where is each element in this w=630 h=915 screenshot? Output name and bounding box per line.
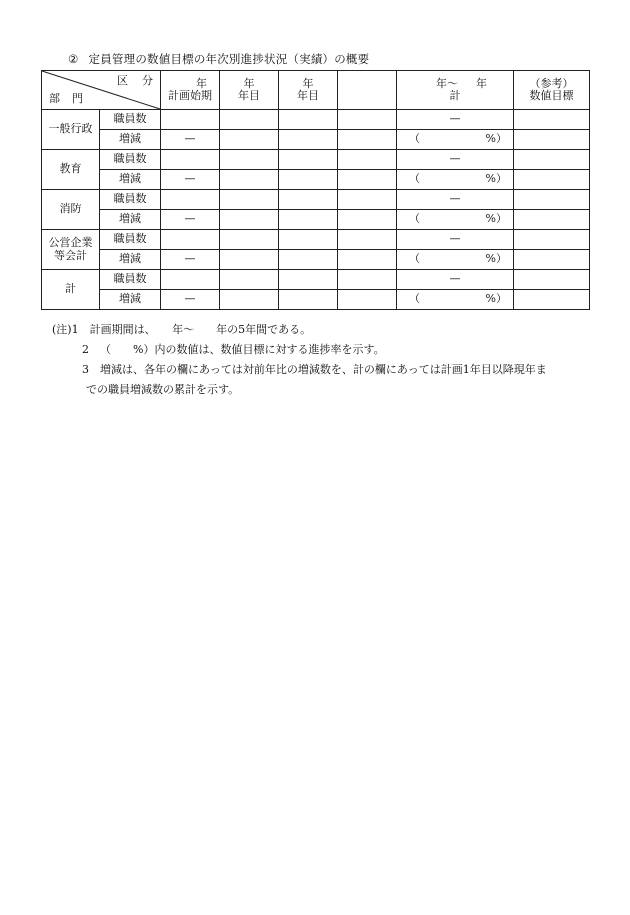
table-row bbox=[42, 150, 590, 170]
value-cell bbox=[338, 230, 397, 250]
title-text: 定員管理の数値目標の年次別進捗状況（実績）の概要 bbox=[88, 52, 370, 66]
note-3-index: 3 bbox=[82, 363, 89, 376]
note-1-index: 1 bbox=[71, 323, 79, 336]
value-cell bbox=[338, 170, 397, 190]
note-3-continuation-text: での職員増減数の累計を示す。 bbox=[86, 383, 240, 396]
plan-start-dash: — bbox=[161, 210, 220, 230]
pct-close: %） bbox=[485, 292, 507, 305]
header-year-2 bbox=[279, 71, 338, 110]
value-cell bbox=[161, 150, 220, 170]
header-reference-label: 数値目標 bbox=[529, 89, 574, 102]
reference-cell bbox=[514, 270, 590, 290]
pct-open-paren: （ bbox=[409, 132, 420, 145]
note-1 bbox=[52, 320, 547, 340]
corner-label-kubun: 区分 bbox=[117, 74, 167, 87]
value-cell bbox=[220, 230, 279, 250]
value-cell bbox=[220, 150, 279, 170]
staff-label: 職員数 bbox=[100, 190, 161, 210]
total-dash: — bbox=[397, 190, 514, 210]
dept-cell bbox=[42, 230, 100, 270]
reference-cell bbox=[514, 150, 590, 170]
notes-section bbox=[52, 320, 547, 400]
corner-label-bumon: 部門 bbox=[49, 91, 95, 105]
reference-cell bbox=[514, 190, 590, 210]
change-label: 増減 bbox=[100, 170, 161, 190]
value-cell bbox=[279, 130, 338, 150]
note-3-text: 増減は、各年の欄にあっては対前年比の増減数を、計の欄にあっては計画1年目以降現年ま bbox=[100, 363, 547, 376]
header-plan-start bbox=[161, 71, 220, 110]
progress-pct-cell bbox=[397, 250, 514, 270]
total-dash: — bbox=[397, 150, 514, 170]
reference-cell bbox=[514, 110, 590, 130]
note-2 bbox=[52, 340, 547, 360]
plan-start-dash: — bbox=[161, 290, 220, 310]
value-cell bbox=[220, 190, 279, 210]
value-cell bbox=[161, 230, 220, 250]
header-reference bbox=[514, 71, 590, 110]
plan-start-dash: — bbox=[161, 170, 220, 190]
value-cell bbox=[220, 110, 279, 130]
value-cell bbox=[220, 130, 279, 150]
table-row bbox=[42, 270, 590, 290]
plan-start-dash: — bbox=[161, 130, 220, 150]
table-row bbox=[42, 190, 590, 210]
reference-cell bbox=[514, 230, 590, 250]
value-cell bbox=[338, 110, 397, 130]
document-title bbox=[68, 51, 369, 67]
header-plan-start-year: 年 bbox=[196, 76, 207, 90]
value-cell bbox=[279, 170, 338, 190]
value-cell bbox=[220, 210, 279, 230]
table-row bbox=[42, 250, 590, 270]
note-2-index: 2 bbox=[82, 343, 89, 356]
dept-line: 公営企業 bbox=[48, 236, 93, 250]
change-label: 増減 bbox=[100, 130, 161, 150]
value-cell bbox=[220, 270, 279, 290]
section-number: ② bbox=[68, 52, 79, 66]
staff-label: 職員数 bbox=[100, 110, 161, 130]
change-label: 増減 bbox=[100, 290, 161, 310]
table-row bbox=[42, 130, 590, 150]
value-cell bbox=[279, 110, 338, 130]
pct-open-paren: （ bbox=[409, 292, 420, 305]
value-cell bbox=[279, 270, 338, 290]
note-prefix: (注) bbox=[52, 323, 72, 336]
table-row bbox=[42, 230, 590, 250]
reference-cell bbox=[514, 170, 590, 190]
note-2-text: （ %）内の数値は、数値目標に対する進捗率を示す。 bbox=[100, 343, 385, 356]
pct-open-paren: （ bbox=[409, 252, 420, 265]
value-cell bbox=[338, 150, 397, 170]
staff-label: 職員数 bbox=[100, 230, 161, 250]
header-plan-start-label: 計画始期 bbox=[168, 89, 212, 102]
progress-pct-cell bbox=[397, 290, 514, 310]
header-total-range-start: 年～ bbox=[436, 76, 458, 90]
reference-cell bbox=[514, 250, 590, 270]
header-year-1-year: 年 bbox=[243, 76, 255, 90]
value-cell bbox=[220, 250, 279, 270]
value-cell bbox=[161, 190, 220, 210]
value-cell bbox=[161, 270, 220, 290]
table-row bbox=[42, 110, 590, 130]
dept-line: 等会計 bbox=[54, 248, 87, 262]
value-cell bbox=[279, 230, 338, 250]
value-cell bbox=[338, 290, 397, 310]
progress-table bbox=[41, 70, 590, 310]
value-cell bbox=[338, 130, 397, 150]
value-cell bbox=[338, 270, 397, 290]
table-row bbox=[42, 290, 590, 310]
header-total-label: 計 bbox=[449, 89, 461, 102]
value-cell bbox=[279, 210, 338, 230]
value-cell bbox=[220, 290, 279, 310]
header-year-1-label: 年目 bbox=[238, 89, 260, 102]
progress-pct-cell bbox=[397, 130, 514, 150]
plan-start-dash: — bbox=[161, 250, 220, 270]
note-1-text: 計画期間は、 年～ 年の5年間である。 bbox=[89, 323, 312, 336]
value-cell bbox=[161, 110, 220, 130]
value-cell bbox=[279, 290, 338, 310]
value-cell bbox=[338, 250, 397, 270]
note-3 bbox=[52, 360, 547, 380]
table-row bbox=[42, 210, 590, 230]
header-total-range-end: 年 bbox=[476, 76, 487, 90]
change-label: 増減 bbox=[100, 250, 161, 270]
value-cell bbox=[279, 190, 338, 210]
change-label: 増減 bbox=[100, 210, 161, 230]
note-3-continuation bbox=[52, 380, 547, 400]
reference-cell bbox=[514, 210, 590, 230]
pct-close: %） bbox=[485, 132, 507, 145]
pct-open-paren: （ bbox=[409, 172, 420, 185]
header-year-2-year: 年 bbox=[302, 76, 314, 90]
table-row bbox=[42, 170, 590, 190]
pct-close: %） bbox=[485, 172, 507, 185]
header-year-2-label: 年目 bbox=[297, 89, 319, 102]
total-dash: — bbox=[397, 270, 514, 290]
staff-label: 職員数 bbox=[100, 270, 161, 290]
dept-cell: 計 bbox=[42, 270, 100, 310]
reference-cell bbox=[514, 130, 590, 150]
dept-cell: 消防 bbox=[42, 190, 100, 230]
staff-label: 職員数 bbox=[100, 150, 161, 170]
reference-cell bbox=[514, 290, 590, 310]
dept-cell: 一般行政 bbox=[42, 110, 100, 150]
dept-cell: 教育 bbox=[42, 150, 100, 190]
value-cell bbox=[338, 190, 397, 210]
value-cell bbox=[220, 170, 279, 190]
pct-close: %） bbox=[485, 252, 507, 265]
pct-close: %） bbox=[485, 212, 507, 225]
total-dash: — bbox=[397, 230, 514, 250]
header-blank bbox=[338, 71, 397, 110]
value-cell bbox=[279, 250, 338, 270]
progress-pct-cell bbox=[397, 170, 514, 190]
pct-open-paren: （ bbox=[409, 212, 420, 225]
corner-header-cell bbox=[42, 71, 167, 110]
header-row bbox=[42, 71, 590, 110]
progress-pct-cell bbox=[397, 210, 514, 230]
header-reference-paren: （参考） bbox=[529, 76, 574, 90]
value-cell bbox=[338, 210, 397, 230]
value-cell bbox=[279, 150, 338, 170]
header-total bbox=[397, 71, 514, 110]
total-dash: — bbox=[397, 110, 514, 130]
header-year-1 bbox=[220, 71, 279, 110]
